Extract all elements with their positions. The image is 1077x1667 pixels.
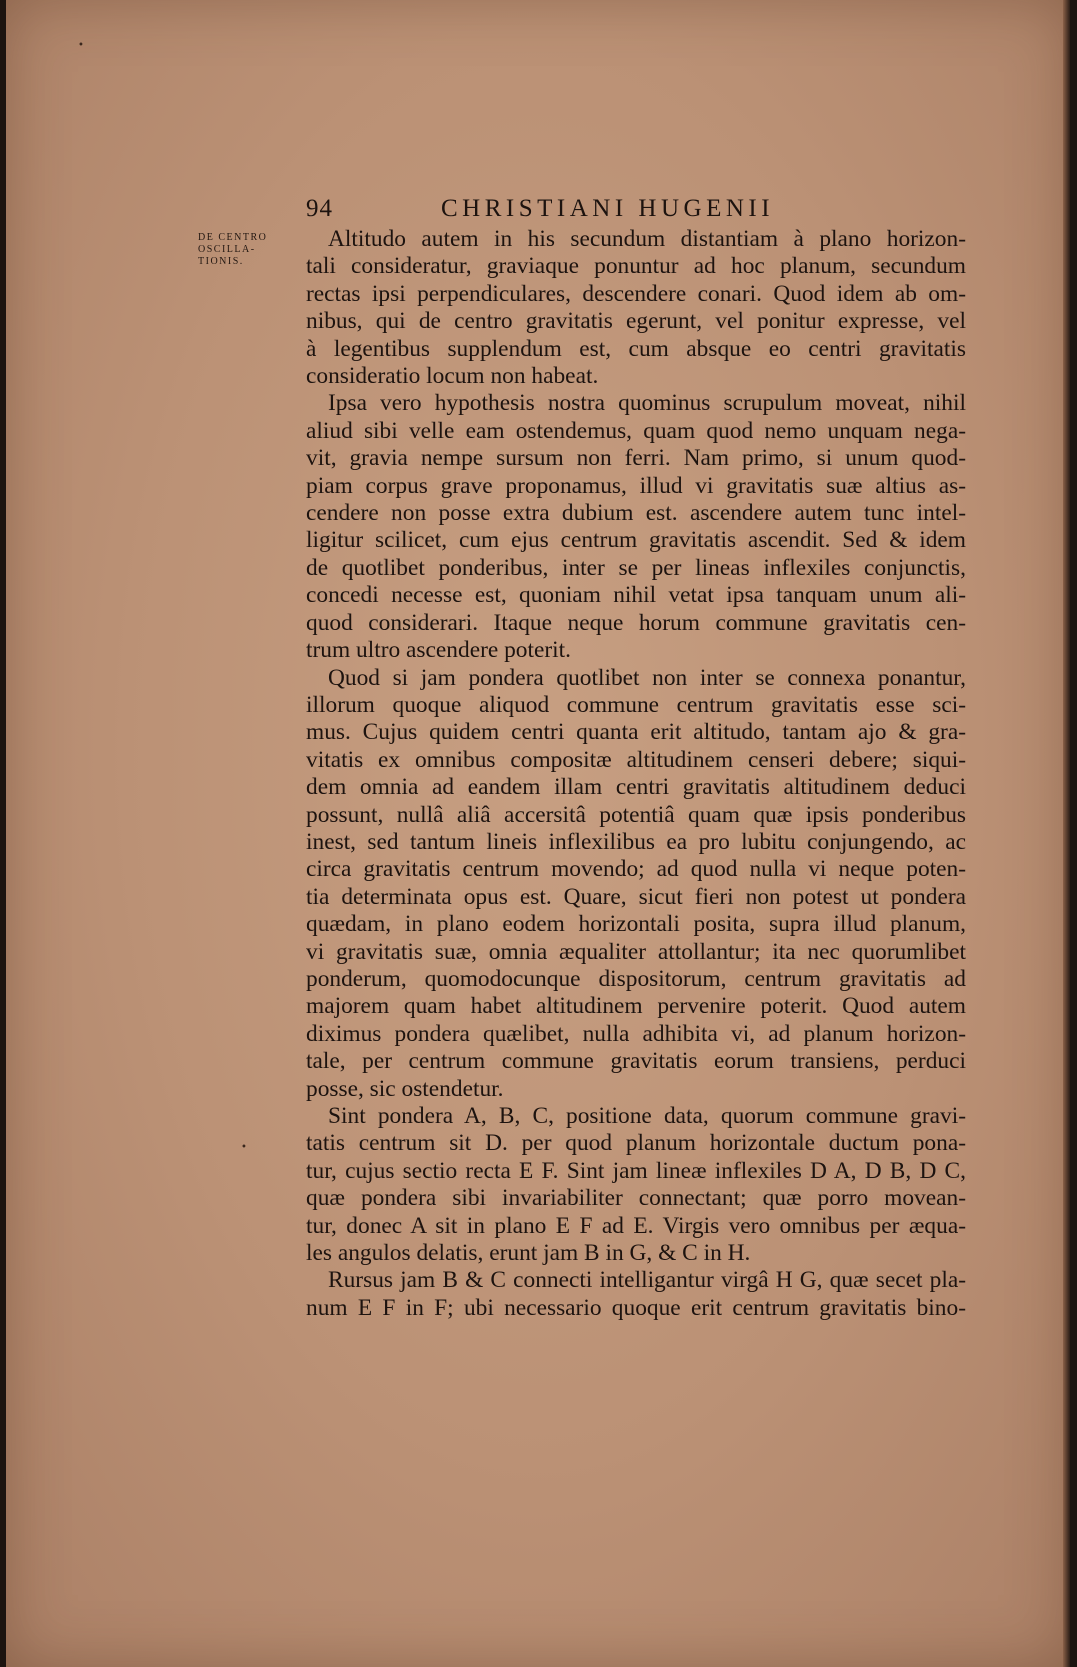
text-line: majorem quam habet altitudinem pervenire poterit. Quod autem [306,993,966,1020]
text-line: vi gravitatis suæ, omnia æqualiter attollantur; ita nec quorumlibet [306,938,966,965]
text-line: posse, sic ostendetur. [306,1075,504,1102]
text-line: circa gravitatis centrum movendo; ad quod nulla vi neque poten- [306,856,966,883]
text-line: piam corpus grave proponamus, illud vi gravitatis suæ altius as- [306,472,966,499]
text-line: nibus, qui de centro gravitatis egerunt, vel ponitur expresse, vel [306,308,966,335]
ink-speck: • [78,40,84,51]
text-line: Altitudo autem in his secundum distantiam à plano horizon- [328,226,966,252]
text-line: cendere non posse extra dubium est. ascendere autem tunc intel- [306,500,966,527]
book-page [6,0,1070,1667]
text-line: ponderum, quomodocunque dispositorum, centrum gravitatis ad [306,965,966,992]
text-line: quædam, in plano eodem horizontali posita, supra illud planum, [306,911,966,938]
paragraph-3 [306,665,966,1104]
text-line: rectas ipsi perpendiculares, descendere conari. Quod idem ab om- [306,280,966,307]
text-line: trum ultro ascendere poterit. [306,637,571,664]
text-line: inest, sed tantum lineis inflexilibus ea pro lubitu conjungendo, ac [306,828,966,855]
text-line: possunt, nullâ aliâ accersitâ potentiâ quam quæ ipsis ponderibus [306,801,966,828]
text-line: tatis centrum sit D. per quod planum horizontale ductum pona- [306,1130,966,1157]
text-line: ligitur scilicet, cum ejus centrum gravitatis ascendit. Sed & idem [306,527,966,554]
text-line: consideratio locum non habeat. [306,363,599,390]
text-line: diximus pondera quælibet, nulla adhibita vi, ad planum horizon- [306,1020,966,1047]
paragraph-5 [306,1267,966,1322]
text-line: à legentibus supplendum est, cum absque eo centri gravitatis [306,335,966,362]
text-line: vitatis ex omnibus compositæ altitudinem censeri debere; siqui- [306,746,966,773]
text-line: Ipsa vero hypothesis nostra quominus scrupulum moveat, nihil [328,390,966,417]
text-line: quæ pondera sibi invariabiliter connectant; quæ porro movean- [306,1185,966,1212]
text-line: Rursus jam B & C connecti intelligantur virgâ H G, quæ secet pla- [328,1267,966,1294]
text-line: de quotlibet ponderibus, inter se per lineas inflexiles conjunctis, [306,554,966,581]
body-text [306,226,966,1322]
text-line: num E F in F; ubi necessario quoque erit centrum gravitatis bino- [306,1294,966,1321]
ink-speck: • [241,1142,247,1153]
page-number: 94 [306,195,333,222]
text-line: concedi necesse est, quoniam nihil vetat ipsa tanquam unum ali- [306,582,966,609]
text-line: mus. Cujus quidem centri quanta erit altitudo, tantam ajo & gra- [306,719,966,746]
page-header [306,195,966,225]
text-line: Quod si jam pondera quotlibet non inter se connexa ponantur, [328,664,966,691]
text-line: les angulos delatis, erunt jam B in G, & C in H. [306,1240,751,1267]
text-line: Sint pondera A, B, C, positione data, quorum commune gravi- [328,1103,966,1129]
text-line: tur, cujus sectio recta E F. Sint jam lineæ inflexiles D A, D B, D C, [306,1157,966,1184]
text-line: quod considerari. Itaque neque horum commune gravitatis cen- [306,609,966,636]
text-line: dem omnia ad eandem illam centri gravitatis altitudinem deduci [306,774,966,801]
text-line: tale, per centrum commune gravitatis eorum transiens, perduci [306,1048,966,1075]
text-line: tur, donec A sit in plano E F ad E. Virgis vero omnibus per æqua- [306,1212,966,1239]
paragraph-2 [306,390,966,664]
text-line: illorum quoque aliquod commune centrum gravitatis esse sci- [306,691,966,718]
marginal-note: DE CENTRO OSCILLA- TIONIS. [198,232,268,267]
paragraph-1 [306,226,966,390]
running-title: CHRISTIANI HUGENII [441,195,775,222]
text-line: aliud sibi velle eam ostendemus, quam quod nemo unquam nega- [306,417,966,444]
text-line: tia determinata opus est. Quare, sicut fieri non potest ut pondera [306,883,966,910]
page-edge-shadow [1063,0,1070,1667]
text-line: vit, gravia nempe sursum non ferri. Nam primo, si unum quod- [306,445,966,472]
paragraph-4 [306,1103,966,1267]
text-line: tali consideratur, graviaque ponuntur ad hoc planum, secundum [306,253,966,280]
